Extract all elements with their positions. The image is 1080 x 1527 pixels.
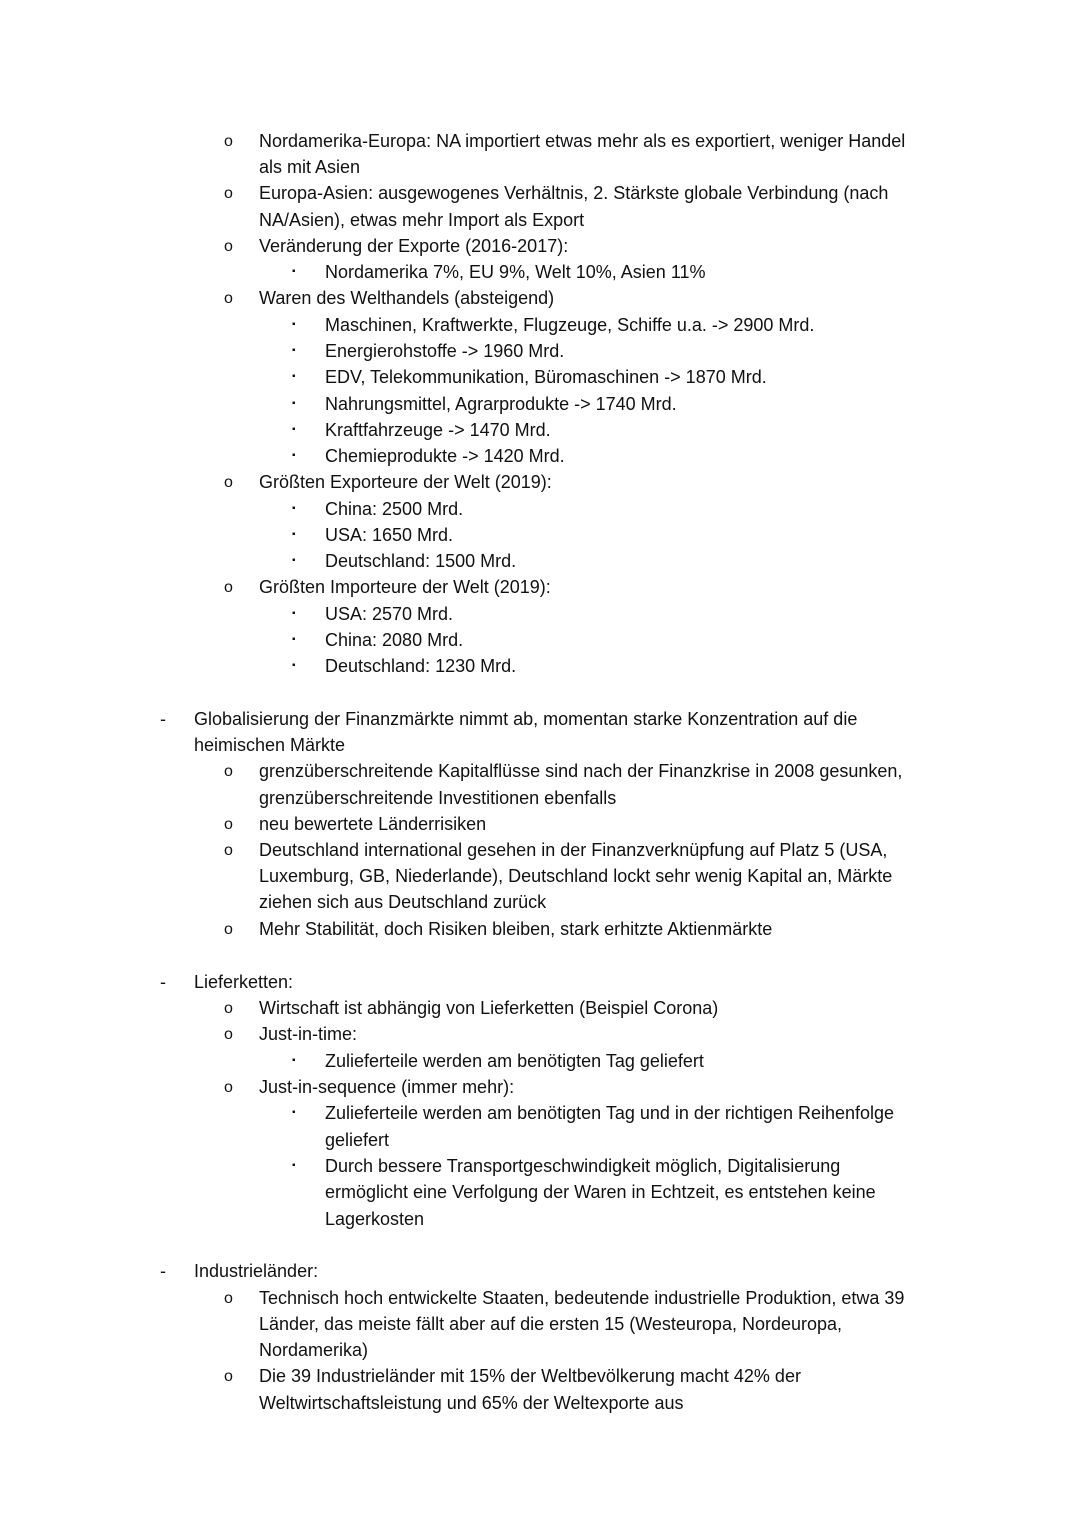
circle-bullet: o	[224, 185, 233, 202]
circle-bullet: o	[224, 1368, 233, 1385]
circle-bullet: o	[224, 474, 233, 491]
sub-item-text: USA: 1650 Mrd.	[325, 525, 454, 545]
sub-item-text: Maschinen, Kraftwerkte, Flugzeuge, Schiffe u.a. -> 2900 Mrd.	[325, 315, 815, 335]
circle-bullet: o	[224, 579, 233, 596]
section-heading-finanzmaerkte: Globalisierung der Finanzmärkte nimmt ab, momentan starke Konzentration auf die	[194, 709, 858, 729]
circle-bullet: o	[224, 1290, 233, 1307]
section-heading-industrielaender: Industrieländer:	[194, 1261, 319, 1281]
circle-bullet: o	[224, 842, 233, 859]
square-bullet: ▪	[292, 660, 296, 671]
list-item-text: Größten Importeure der Welt (2019):	[259, 577, 551, 597]
list-item-text: Waren des Welthandels (absteigend)	[259, 288, 555, 308]
section-heading-line: heimischen Märkte	[194, 735, 346, 755]
list-item-text: Luxemburg, GB, Niederlande), Deutschland lockt sehr wenig Kapital an, Märkte	[259, 866, 893, 886]
square-bullet: ▪	[292, 1160, 296, 1171]
sub-item-text: Nordamerika 7%, EU 9%, Welt 10%, Asien 11%	[325, 262, 706, 282]
square-bullet: ▪	[292, 266, 296, 277]
sub-item-text: Chemieprodukte -> 1420 Mrd.	[325, 446, 565, 466]
sub-item-text: Deutschland: 1230 Mrd.	[325, 656, 517, 676]
sub-item-text: Durch bessere Transportgeschwindigkeit möglich, Digitalisierung	[325, 1156, 841, 1176]
list-item-text: ziehen sich aus Deutschland zurück	[259, 892, 547, 912]
circle-bullet: o	[224, 921, 233, 938]
dash-bullet: -	[160, 1261, 166, 1281]
sub-item-text: USA: 2570 Mrd.	[325, 604, 454, 624]
sub-item-text: ermöglicht eine Verfolgung der Waren in Echtzeit, es entstehen keine	[325, 1182, 876, 1202]
square-bullet: ▪	[292, 608, 296, 619]
sub-item-text: China: 2500 Mrd.	[325, 499, 464, 519]
circle-bullet: o	[224, 1000, 233, 1017]
square-bullet: ▪	[292, 1107, 296, 1118]
sub-item-text: Kraftfahrzeuge -> 1470 Mrd.	[325, 420, 551, 440]
sub-item-text: Zulieferteile werden am benötigten Tag und in der richtigen Reihenfolge	[325, 1103, 895, 1123]
list-item-text: NA/Asien), etwas mehr Import als Export	[259, 210, 585, 230]
sub-item-text: EDV, Telekommunikation, Büromaschinen -> 1870 Mrd.	[325, 367, 767, 387]
list-item-text: Nordamerika)	[259, 1340, 369, 1360]
circle-bullet: o	[224, 238, 233, 255]
circle-bullet: o	[224, 1026, 233, 1043]
square-bullet: ▪	[292, 319, 296, 330]
list-item-text: als mit Asien	[259, 157, 361, 177]
square-bullet: ▪	[292, 529, 296, 540]
list-item-text: grenzüberschreitende Investitionen ebenfalls	[259, 788, 617, 808]
square-bullet: ▪	[292, 345, 296, 356]
circle-bullet: o	[224, 133, 233, 150]
sub-item-text: Zulieferteile werden am benötigten Tag geliefert	[325, 1051, 704, 1071]
square-bullet: ▪	[292, 450, 296, 461]
sub-item-text: Energierohstoffe -> 1960 Mrd.	[325, 341, 565, 361]
list-item-text: Just-in-time:	[259, 1024, 358, 1044]
square-bullet: ▪	[292, 634, 296, 645]
list-item-text: Die 39 Industrieländer mit 15% der Weltbevölkerung macht 42% der	[259, 1366, 801, 1386]
list-item-text: Just-in-sequence (immer mehr):	[259, 1077, 515, 1097]
square-bullet: ▪	[292, 503, 296, 514]
list-item-text: Weltwirtschaftsleistung und 65% der Weltexporte aus	[259, 1393, 684, 1413]
section-heading-lieferketten: Lieferketten:	[194, 972, 294, 992]
dash-bullet: -	[160, 709, 166, 729]
sub-item-text: Deutschland: 1500 Mrd.	[325, 551, 517, 571]
list-item-text: Veränderung der Exporte (2016-2017):	[259, 236, 569, 256]
list-item-text: Europa-Asien: ausgewogenes Verhältnis, 2. Stärkste globale Verbindung (nach	[259, 183, 889, 203]
circle-bullet: o	[224, 816, 233, 833]
circle-bullet: o	[224, 1079, 233, 1096]
circle-bullet: o	[224, 763, 233, 780]
sub-item-text: Lagerkosten	[325, 1209, 425, 1229]
sub-item-text: geliefert	[325, 1130, 390, 1150]
sub-item-text: Nahrungsmittel, Agrarprodukte -> 1740 Mrd.	[325, 394, 677, 414]
sub-item-text: China: 2080 Mrd.	[325, 630, 464, 650]
dash-bullet: -	[160, 972, 166, 992]
list-item-text: Nordamerika-Europa: NA importiert etwas mehr als es exportiert, weniger Handel	[259, 131, 906, 151]
square-bullet: ▪	[292, 1055, 296, 1066]
list-item-text: Größten Exporteure der Welt (2019):	[259, 472, 552, 492]
circle-bullet: o	[224, 290, 233, 307]
list-item-text: Deutschland international gesehen in der Finanzverknüpfung auf Platz 5 (USA,	[259, 840, 888, 860]
square-bullet: ▪	[292, 398, 296, 409]
list-item-text: Mehr Stabilität, doch Risiken bleiben, stark erhitzte Aktienmärkte	[259, 919, 773, 939]
list-item-text: Länder, das meiste fällt aber auf die ersten 15 (Westeuropa, Nordeuropa,	[259, 1314, 843, 1334]
list-item-text: Technisch hoch entwickelte Staaten, bedeutende industrielle Produktion, etwa 39	[259, 1288, 905, 1308]
square-bullet: ▪	[292, 555, 296, 566]
square-bullet: ▪	[292, 371, 296, 382]
list-item-text: neu bewertete Länderrisiken	[259, 814, 487, 834]
list-item-text: Wirtschaft ist abhängig von Lieferketten (Beispiel Corona)	[259, 998, 719, 1018]
square-bullet: ▪	[292, 424, 296, 435]
list-item-text: grenzüberschreitende Kapitalflüsse sind nach der Finanzkrise in 2008 gesunken,	[259, 761, 903, 781]
